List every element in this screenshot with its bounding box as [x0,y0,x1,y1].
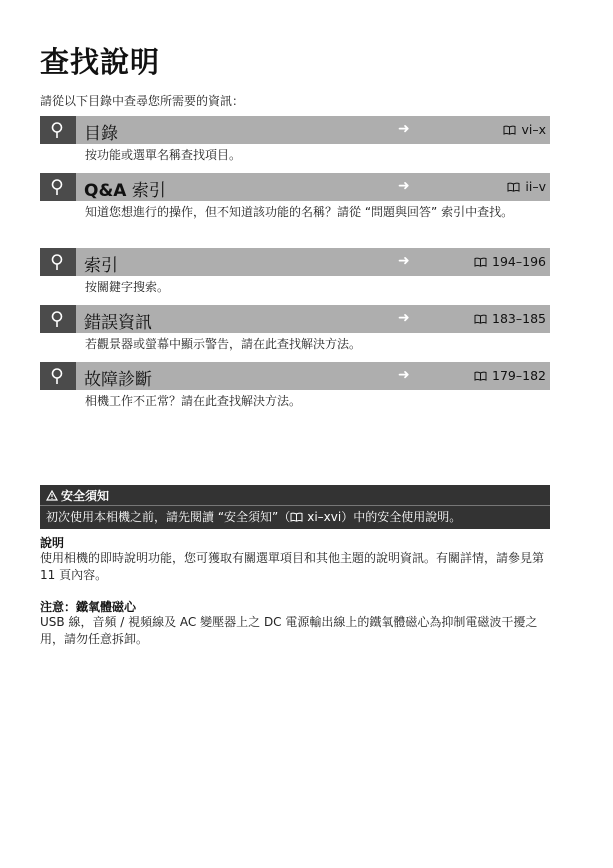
arrow-icon: ➜ [398,121,410,137]
entry-bar[interactable] [40,362,550,390]
entry-title[interactable]: 目錄 [84,124,118,144]
magnifier-icon [40,116,76,144]
entry-error-messages[interactable] [40,305,550,353]
entry-description: 相機工作不正常？請在此查找解決方法。 [85,394,302,408]
note-ferrite-body: USB 線，音頻 / 視頻線及 AC 變壓器上之 DC 電源輸出線上的鐵氧體磁心為抑制電磁波干擾之用，請勿任意拆卸。 [40,615,538,646]
page-ref-text: 183–185 [492,311,546,326]
entry-description: 按關鍵字搜索。 [85,280,170,294]
page-ref[interactable] [507,179,546,194]
magnifier-icon [40,362,76,390]
arrow-icon: ➜ [398,178,410,194]
magnifier-icon [40,305,76,333]
entry-title-rest: 索引 [131,181,166,201]
entry-bar[interactable] [40,248,550,276]
page-title: 查找說明 [40,45,161,79]
entry-bar[interactable] [40,173,550,201]
entry-description: 按功能或選單名稱查找項目。 [85,148,242,162]
warning-triangle-icon [46,490,58,501]
page-ref-text: 194–196 [492,254,546,269]
book-icon [474,371,487,381]
page-ref-text: ii–v [525,179,546,194]
book-icon [507,182,520,192]
page-ref-text: 179–182 [492,368,546,383]
entry-title[interactable]: 故障診斷 [84,370,152,390]
entry-description: 知道您想進行的操作，但不知道該功能的名稱？請從 “問題與回答” 索引中查找。 [85,205,514,219]
entry-title-bold: Q&A [84,181,127,201]
note-help-body: 使用相機的即時說明功能，您可獲取有關選單項目和其他主題的說明資訊。有關詳情，請參見第 11 頁內容。 [40,551,545,582]
safety-body-text: 初次使用本相機之前，請先閱讀 “安全須知”（ [46,510,291,524]
page-ref-text: vi–x [521,122,546,137]
entry-title[interactable] [84,176,166,201]
arrow-icon: ➜ [398,310,410,326]
entry-bar[interactable] [40,305,550,333]
safety-ref[interactable]: xi–xvi [307,510,342,524]
entry-contents[interactable] [40,116,550,164]
note-help-title: 說明 [40,536,65,550]
entry-description: 若觀景器或螢幕中顯示警告，請在此查找解決方法。 [85,337,362,351]
page-ref[interactable] [474,368,546,383]
arrow-icon: ➜ [398,367,410,383]
safety-heading [40,485,550,506]
page-ref[interactable] [474,311,546,326]
entry-title[interactable]: 錯誤資訊 [84,313,152,333]
book-icon [474,314,487,324]
book-icon [474,257,487,267]
entry-troubleshooting[interactable] [40,362,550,410]
magnifier-icon [40,248,76,276]
safety-notice [40,485,550,529]
entry-title[interactable]: 索引 [84,256,118,276]
safety-heading-text: 安全須知 [61,489,110,503]
magnifier-icon [40,173,76,201]
page-ref[interactable] [503,122,546,137]
note-ferrite-title: 注意：鐵氧體磁心 [40,600,137,614]
book-icon [290,512,303,522]
intro-text: 請從以下目錄中查尋您所需要的資訊： [40,94,245,108]
entry-bar[interactable] [40,116,550,144]
arrow-icon: ➜ [398,253,410,269]
safety-body [40,506,550,529]
page-ref[interactable] [474,254,546,269]
safety-body-end: ）中的安全使用說明。 [341,510,462,524]
entry-qa-index[interactable] [40,173,550,221]
entry-index[interactable] [40,248,550,296]
book-icon [503,125,516,135]
